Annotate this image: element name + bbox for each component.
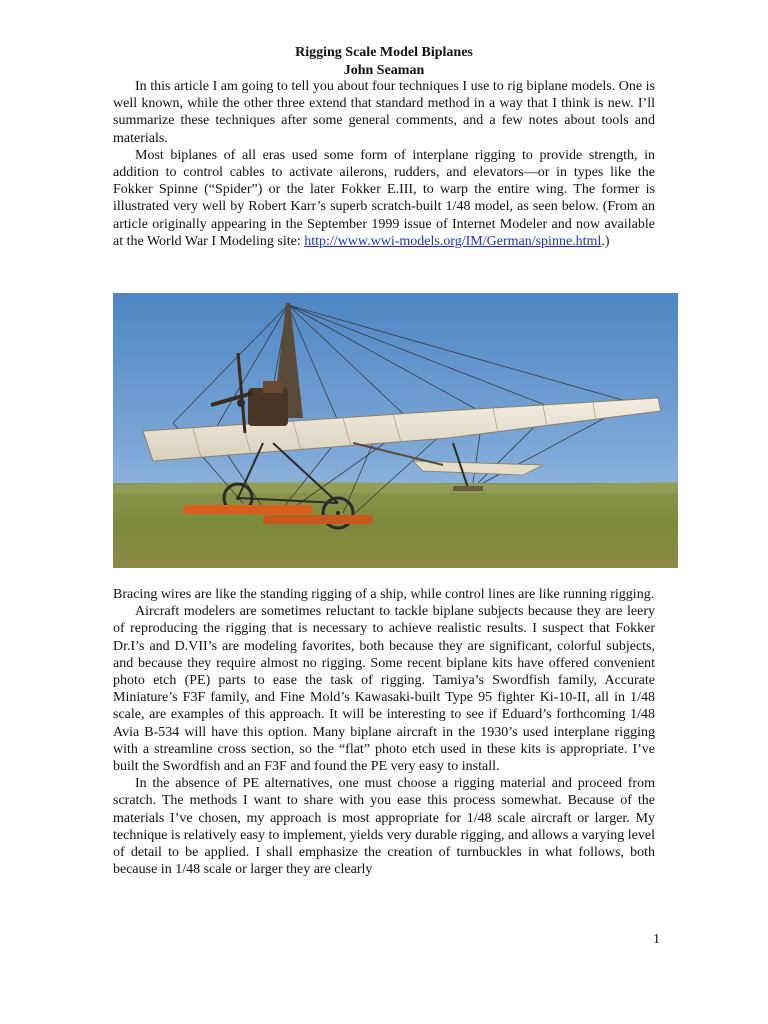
paragraph-bracing-wires: Bracing wires are like the standing rigging of a ship, while control lines are like running rigging.: [113, 587, 655, 602]
page-number: 1: [653, 932, 660, 947]
paragraph-intro: In this article I am going to tell you about four techniques I use to rig biplane models. One is well known, while the other three extend that standard method in a way that I think is new. I’ll summarize these techniques after some general comments, and a few notes about tools and materials.: [113, 79, 655, 146]
paragraph-reluctance: Aircraft modelers are sometimes reluctant to tackle biplane subjects because they are leery of reproducing the rigging that is necessary to achieve realistic results. I suspect that Fokker Dr.I’s and D.VII’s are modeling favorites, both because they are significant, colorful subjects, and because they require almost no rigging. Some recent biplane kits have offered convenient photo etch (PE) parts to ease the task of rigging. Tamiya’s Swordfish family, Accurate Miniature’s F3F family, and Fine Mold’s Kawasaki-built Type 95 fighter Ki-10-II, all in 1/48 scale, are examples of this approach. It will be interesting to see if Eduard’s forthcoming 1/48 Avia B-534 will have this option. Many biplane aircraft in the 1930’s used interplane rigging with a streamline cross section, so the “flat” photo etch used in these kits is appropriate. I’ve built the Swordfish and an F3F and found the PE very easy to install.: [113, 604, 655, 775]
article-author: John Seaman: [343, 63, 425, 78]
article-title: Rigging Scale Model Biplanes: [295, 45, 473, 60]
main-text-block: [113, 586, 655, 878]
wwi-models-link[interactable]: http://www.wwi-models.org/IM/German/spinne.html: [304, 233, 602, 249]
paragraph-rigging-material: In the absence of PE alternatives, one must choose a rigging material and proceed from scratch. The methods I want to share with you ease this process somewhat. Because of the materials I’ve chosen, my approach is most appropriate for 1/48 scale aircraft or larger. My technique is relatively easy to implement, yields very durable rigging, and allows a varying level of detail to be applied. I shall emphasize the creation of turnbuckles in what follows, both because in 1/48 scale or larger they are clearly: [113, 776, 655, 878]
fokker-spinne-model-photo: [113, 293, 678, 568]
paragraph-rigging-text: Most biplanes of all eras used some form of interplane rigging to provide strength, in addition to control cables to activate ailerons, rudders, and elevators—or in types like the Fokker Spinne (“Spider”) or the later Fokker E.III, to warp the entire wing. The former is illustrated very well by Robert Karr’s superb scratch-built 1/48 model, as seen below. (From an article originally appearing in the September 1999 issue of Internet Modeler and now available at the World War I Modeling site:: [113, 147, 655, 249]
paragraph-rigging-end: .): [601, 233, 610, 249]
paragraph-rigging-overview: [113, 147, 655, 250]
intro-text-block: [113, 78, 655, 250]
